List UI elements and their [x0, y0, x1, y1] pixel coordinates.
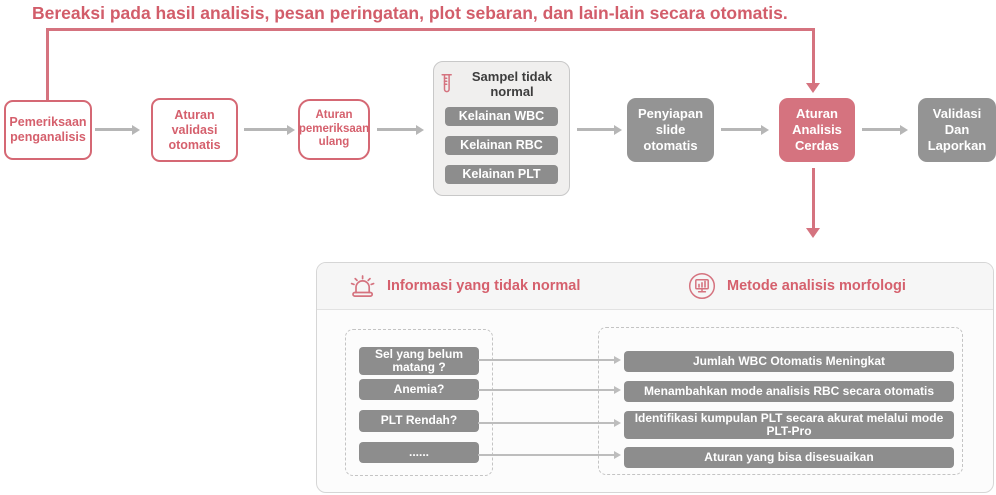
method-rbc-auto-mode: Menambahkan mode analisis RBC secara otomatis: [624, 381, 954, 402]
morphology-method-group: [598, 327, 963, 475]
question-low-plt: PLT Rendah?: [359, 410, 479, 432]
flow-arrow-icon: [95, 128, 132, 131]
monitor-chart-icon: [688, 272, 716, 300]
flow-arrow-icon: [244, 128, 287, 131]
abnormal-rbc-item: Kelainan RBC: [445, 136, 558, 155]
panel-right-title: Metode analisis morfologi: [727, 278, 906, 294]
sample-card-header: [434, 62, 569, 104]
alarm-icon: [349, 273, 376, 300]
flow-arrow-icon: [577, 128, 614, 131]
flow-step-recheck-rules: Aturan pemeriksaan ulang: [298, 99, 370, 160]
abnormal-info-group: [345, 329, 493, 476]
connector-left-line: [46, 28, 49, 100]
flow-step-smart-analysis-rules: Aturan Analisis Cerdas: [779, 98, 855, 162]
flow-step-auto-validation-rules: Aturan validasi otomatis: [151, 98, 238, 162]
abnormal-wbc-item: Kelainan WBC: [445, 107, 558, 126]
mapping-arrow-icon: [478, 422, 614, 424]
panel-left-title: Informasi yang tidak normal: [387, 278, 581, 294]
method-plt-pro-mode: Identifikasi kumpulan PLT secara akurat melalui mode PLT-Pro: [624, 411, 954, 439]
question-immature-cells: Sel yang belum matang ?: [359, 347, 479, 375]
connector-top-line: [46, 28, 815, 31]
page-title: Bereaksi pada hasil analisis, pesan peringatan, plot sebaran, dan lain-lain secara otomatis.: [32, 3, 788, 23]
method-wbc-auto-count: Jumlah WBC Otomatis Meningkat: [624, 351, 954, 372]
flow-arrow-icon: [862, 128, 900, 131]
connector-arrowhead-down-icon: [806, 83, 820, 93]
sample-card-title: Sampel tidak normal: [471, 69, 553, 99]
method-custom-rules: Aturan yang bisa disesuaikan: [624, 447, 954, 468]
mapping-arrow-icon: [478, 454, 614, 456]
flow-arrow-icon: [721, 128, 761, 131]
abnormal-plt-item: Kelainan PLT: [445, 165, 558, 184]
mapping-arrow-icon: [478, 359, 614, 361]
detail-panel: [316, 262, 994, 493]
sample-card: [433, 61, 570, 196]
flow-arrow-icon: [377, 128, 416, 131]
question-more: ......: [359, 442, 479, 463]
connector-right-line: [812, 28, 815, 85]
panel-header-morphology-method: [688, 263, 906, 309]
test-tube-icon: [440, 73, 454, 96]
flow-step-analyzer-check: Pemeriksaan penganalisis: [4, 100, 92, 160]
flow-step-validate-and-report: Validasi Dan Laporkan: [918, 98, 996, 162]
question-anemia: Anemia?: [359, 379, 479, 400]
connector-mid-line: [812, 168, 815, 229]
connector-arrowhead-down-icon: [806, 228, 820, 238]
sample-card-items: [434, 104, 569, 187]
flow-step-auto-slide-preparation: Penyiapan slide otomatis: [627, 98, 714, 162]
panel-header-abnormal-info: [349, 263, 580, 309]
mapping-arrow-icon: [478, 389, 614, 391]
